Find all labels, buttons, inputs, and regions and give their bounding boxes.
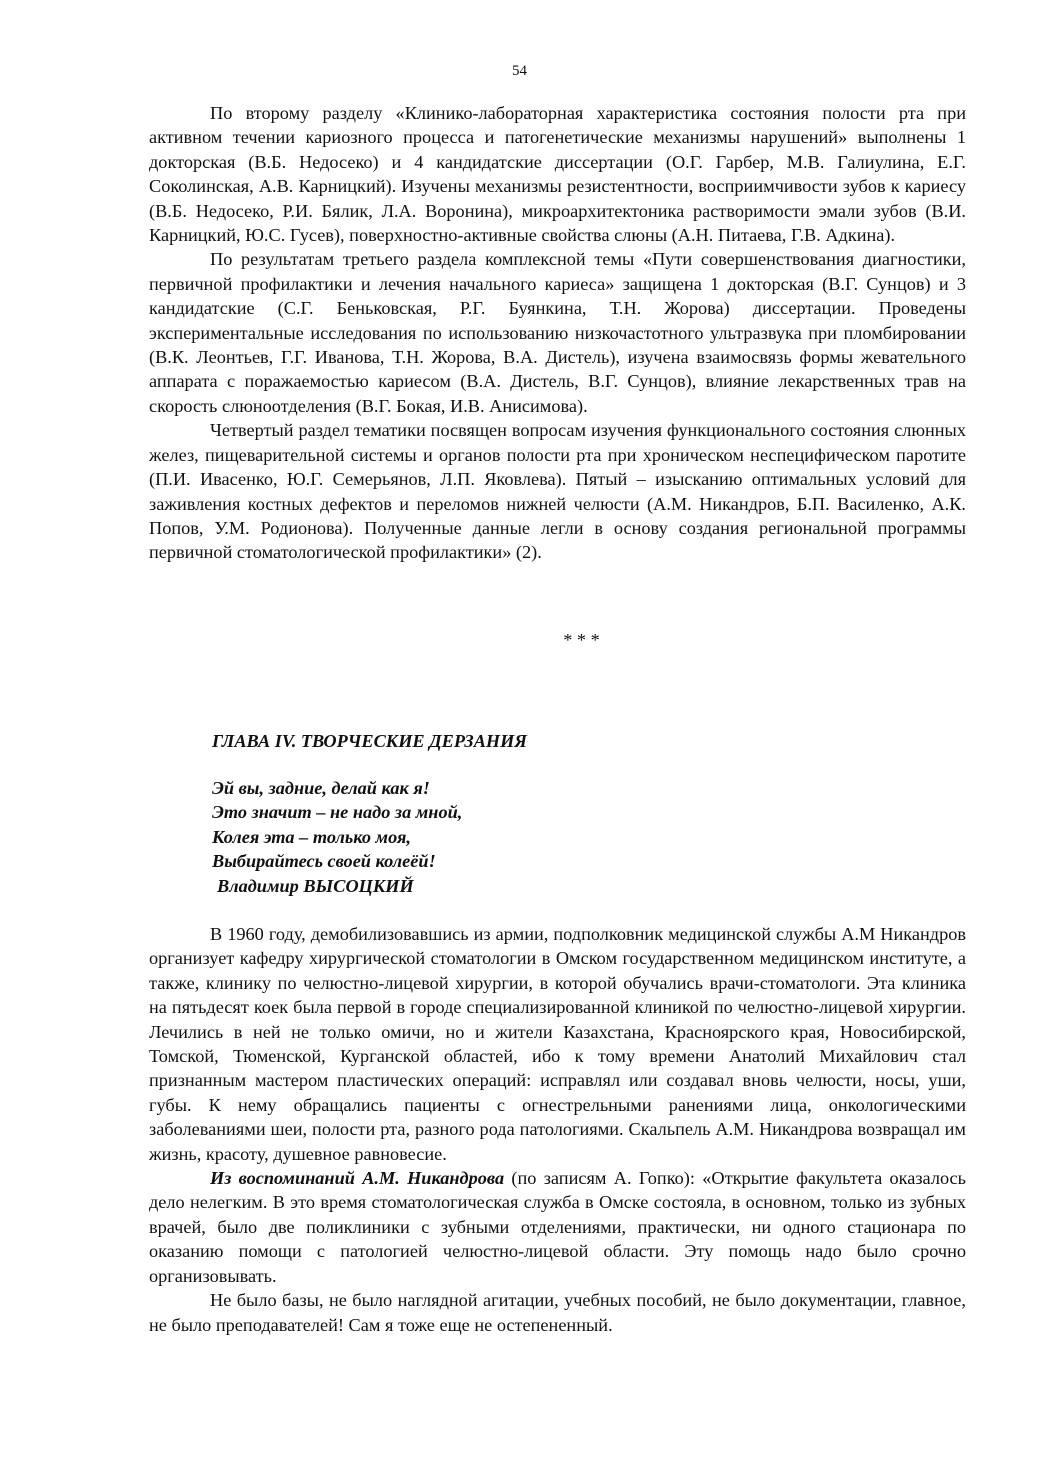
paragraph [149, 1166, 966, 1288]
paragraph: В 1960 году, демобилизовавшись из армии, подполковник медицинской службы А.М Никандров организует кафедру хирургической стоматологии в Омском государственном медицинском институте, а также, клинику по челюстно-лицевой хирургии, в которой обучались врачи-стоматологи. Эта клиника на пятьдесят коек была первой в городе специализированной клиникой по челюстно-лицевой хирургии. Лечились в ней не только омичи, но и жители Казахстана, Красноярского края, Новосибирской, Томской, Тюменской, Курганской областей, ибо к тому времени Анатолий Михайлович стал признанным мастером пластических операций: исправлял или создавал вновь челюсти, носы, уши, губы. К нему обращались пациенты с огнестрельными ранениями лица, онкологическими заболеваниями шеи, полости рта, разного рода патологиями. Скальпель А.М. Никандрова возвращал им жизнь, красоту, душевное равновесие. [149, 924, 966, 1164]
epigraph-line: Колея эта – только моя, [212, 826, 411, 847]
epigraph-line: Эй вы, задние, делай как я! [212, 778, 430, 798]
epigraph [212, 776, 462, 898]
epigraph-line: Выбирайтесь своей колеёй! [212, 851, 436, 872]
body-text-top [149, 101, 966, 565]
paragraph: По второму разделу «Клинико-лабораторная характеристика состояния полости рта при активном течении кариозного процесса и патогенетические механизмы нарушений» выполнены 1 докторская (В.Б. Недосеко) и 4 кандидатские диссертации (О.Г. Гарбер, М.В. Галиулина, Е.Г. Соколинская, А.В. Карницкий). Изучены механизмы резистентности, восприимчивости зубов к кариесу (В.Б. Недосеко, Р.И. Бялик, Л.А. Воронина), микроархитектоника растворимости эмали зубов (В.И. Карницкий, Ю.С. Гусев), поверхностно-активные свойства слюны (А.Н. Питаева, Г.В. Адкина). [149, 103, 966, 246]
page-number: 54 [512, 63, 527, 79]
epigraph-line: Это значит – не надо за мной, [212, 802, 463, 823]
chapter-title: ГЛАВА IV. ТВОРЧЕСКИЕ ДЕРЗАНИЯ [212, 731, 527, 751]
paragraph-lead-in: Из воспоминаний А.М. Никандрова [210, 1168, 505, 1189]
paragraph: Не было базы, не было наглядной агитации, учебных пособий, не было документации, главное, не было преподавателей! Сам я тоже еще не остепененный. [149, 1290, 966, 1335]
paragraph-text: (по записям А. Гопко): «Открытие факультета оказалось дело нелегким. В это время стоматологическая служба в Омске состояла, в основном, только из зубных врачей, было две поликлиники с зубными отделениями, практически, ни одного стационара по оказанию помощи с патологией челюстно-лицевой области. Эту помощь надо было срочно организовывать. [149, 1168, 966, 1286]
epigraph-author: Владимир ВЫСОЦКИЙ [217, 875, 414, 896]
paragraph: Четвертый раздел тематики посвящен вопросам изучения функционального состояния слюнных желез, пищеварительной системы и органов полости рта при хроническом неспецифическом паротите (П.И. Ивасенко, Ю.Г. Семерьянов, Л.П. Яковлева). Пятый – изысканию оптимальных условий для заживления костных дефектов и переломов нижней челюсти (А.М. Никандров, Б.П. Василенко, А.К. Попов, У.М. Родионова). Полученные данные легли в основу создания региональной программы первичной стоматологической профилактики» (2). [149, 420, 966, 563]
paragraph: По результатам третьего раздела комплексной темы «Пути совершенствования диагностики, первичной профилактики и лечения начального кариеса» защищена 1 докторская (В.Г. Сунцов) и 3 кандидатские (С.Г. Беньковская, Р.Г. Буянкина, Т.Н. Жорова) диссертации. Проведены экспериментальные исследования по использованию низкочастотного ультразвука при пломбировании (В.К. Леонтьев, Г.Г. Иванова, Т.Н. Жорова, В.А. Дистель), изучена взаимосвязь формы жевательного аппарата с поражаемостью кариесом (В.А. Дистель, В.Г. Сунцов), влияние лекарственных трав на скорость слюноотделения (В.Г. Бокая, И.В. Анисимова). [149, 249, 966, 416]
body-text-bottom [149, 922, 966, 1337]
section-separator: * * * [563, 630, 600, 650]
